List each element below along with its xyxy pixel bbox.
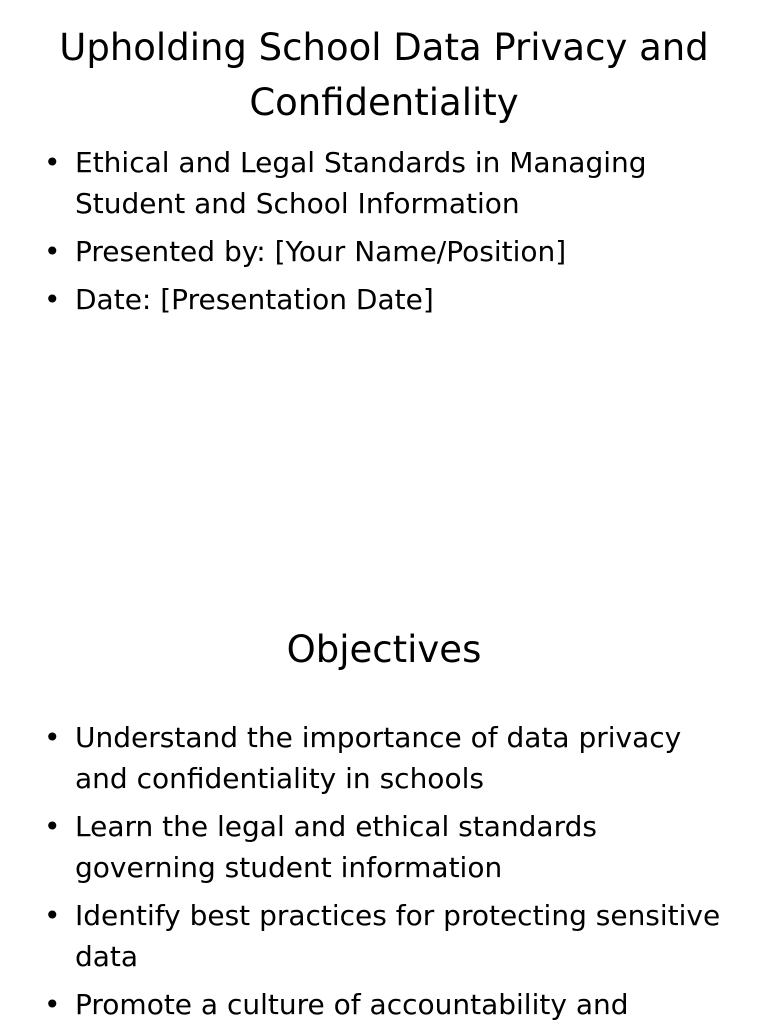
slide-title: Objectives [286, 628, 482, 671]
bullet-text: Learn the legal and ethical standards governing student information [75, 810, 597, 884]
bullet-icon: • [44, 146, 61, 179]
bullet-text: Date: [Presentation Date] [75, 283, 434, 316]
bullet-item [44, 279, 728, 320]
bullet-icon: • [44, 810, 61, 843]
bullet-text: Understand the importance of data privacy and confidentiality in schools [75, 721, 682, 795]
bullet-list [44, 717, 728, 1032]
bullet-item [44, 806, 728, 888]
bullet-item [44, 717, 728, 799]
bullet-icon: • [44, 283, 61, 316]
bullet-icon: • [44, 721, 61, 754]
slide-title: Upholding School Data Privacy and Confidentiality [59, 26, 709, 124]
bullet-item [44, 895, 728, 977]
bullet-icon: • [44, 235, 61, 268]
bullet-text: Ethical and Legal Standards in Managing Student and School Information [75, 146, 647, 220]
bullet-icon: • [44, 988, 61, 1021]
bullet-item [44, 984, 728, 1025]
bullet-item [44, 231, 728, 272]
slide-objectives [0, 580, 768, 1024]
bullet-icon: • [44, 899, 61, 932]
bullet-item [44, 142, 728, 224]
bullet-text: Identify best practices for protecting sensitive data [75, 899, 721, 973]
bullet-text: Presented by: [Your Name/Position] [75, 235, 567, 268]
bullet-text: Promote a culture of accountability and [75, 988, 629, 1021]
bullet-list [44, 142, 728, 327]
